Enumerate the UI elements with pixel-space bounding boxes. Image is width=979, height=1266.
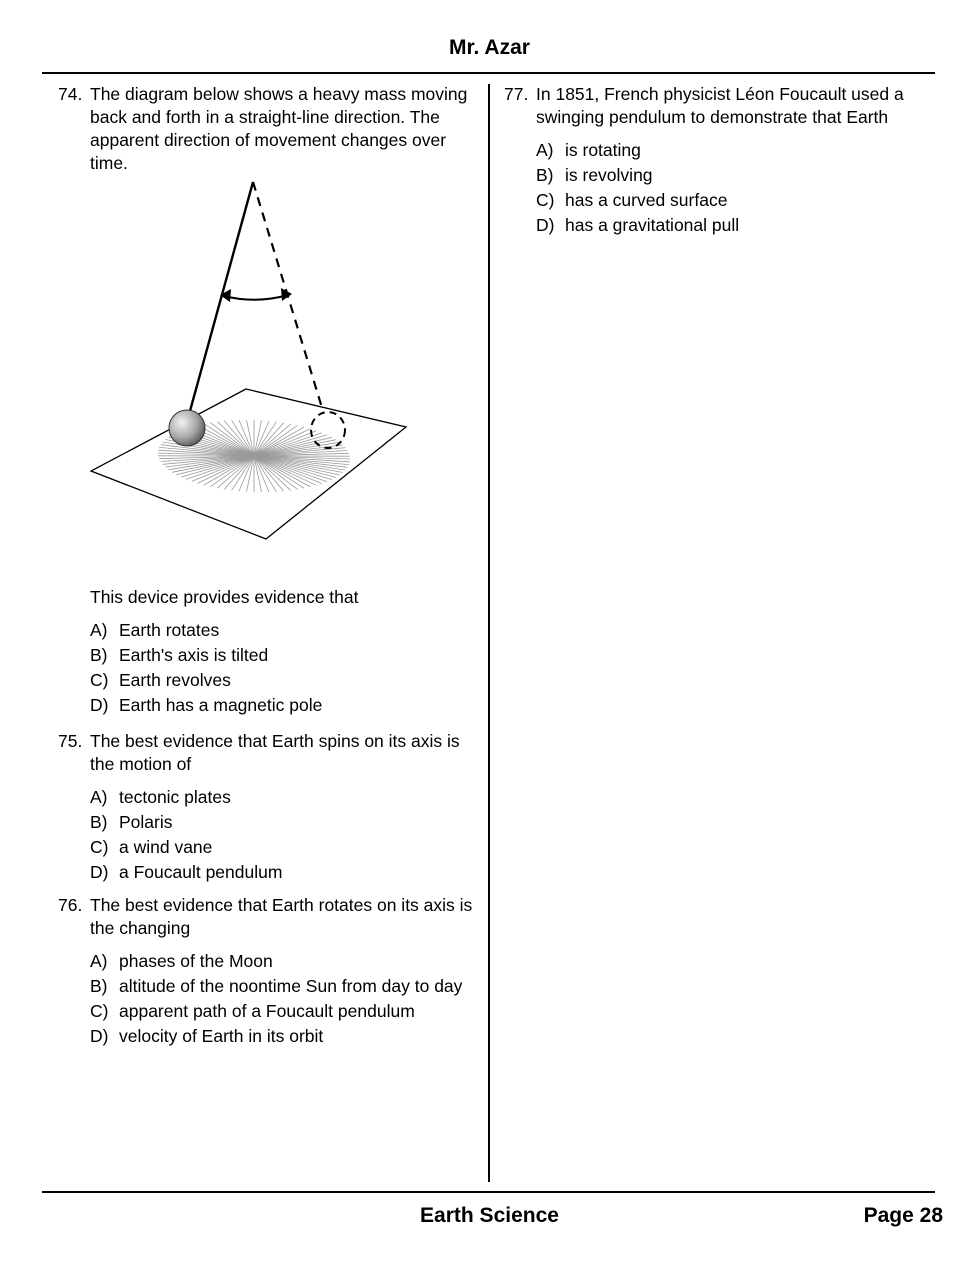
choice-d[interactable] xyxy=(90,1025,482,1048)
choice-text: has a curved surface xyxy=(565,190,728,210)
choice-text: Polaris xyxy=(119,812,173,832)
question-text: The best evidence that Earth spins on its axis is the motion of xyxy=(90,731,460,774)
choice-letter: D) xyxy=(90,862,109,882)
swing-arrow xyxy=(224,295,288,300)
choice-text: Earth's axis is tilted xyxy=(119,645,269,665)
choice-text: tectonic plates xyxy=(119,787,231,807)
choice-letter: D) xyxy=(90,1026,109,1046)
choice-letter: A) xyxy=(90,620,108,640)
choice-d[interactable] xyxy=(90,694,482,717)
choice-letter: C) xyxy=(90,670,109,690)
choice-text: Earth has a magnetic pole xyxy=(119,695,323,715)
question-number: 75. xyxy=(58,731,83,751)
footer-divider xyxy=(42,1191,935,1193)
choice-text: a Foucault pendulum xyxy=(119,862,283,882)
question-number: 74. xyxy=(58,84,83,104)
choice-letter: A) xyxy=(90,951,108,971)
question-number: 77. xyxy=(504,84,529,104)
choice-a[interactable] xyxy=(536,139,928,162)
choice-list xyxy=(90,950,482,1048)
choice-c[interactable] xyxy=(90,836,482,859)
choice-d[interactable] xyxy=(90,861,482,884)
choice-text: phases of the Moon xyxy=(119,951,273,971)
choice-letter: B) xyxy=(90,976,108,996)
foucault-pendulum-diagram xyxy=(88,178,410,543)
choice-text: is revolving xyxy=(565,165,653,185)
choice-a[interactable] xyxy=(90,950,482,973)
choice-c[interactable] xyxy=(536,189,928,212)
choice-list xyxy=(90,786,482,884)
choice-b[interactable] xyxy=(90,644,482,667)
pendulum-bob xyxy=(169,410,205,446)
choice-d[interactable] xyxy=(536,214,928,237)
choice-a[interactable] xyxy=(90,786,482,809)
choice-text: is rotating xyxy=(565,140,641,160)
choice-text: Earth revolves xyxy=(119,670,231,690)
question-text: The diagram below shows a heavy mass moving back and forth in a straight-line direction. The apparent direction of movement changes over time. xyxy=(90,84,468,173)
choice-letter: B) xyxy=(90,645,108,665)
choice-b[interactable] xyxy=(536,164,928,187)
pendulum-string xyxy=(190,182,253,411)
choice-b[interactable] xyxy=(90,975,482,998)
choice-text: velocity of Earth in its orbit xyxy=(119,1026,324,1046)
choice-text: a wind vane xyxy=(119,837,213,857)
choice-list xyxy=(536,139,928,237)
question-76 xyxy=(58,894,482,1050)
choice-letter: D) xyxy=(536,215,555,235)
header-divider xyxy=(42,72,935,74)
choice-c[interactable] xyxy=(90,669,482,692)
choice-letter: A) xyxy=(536,140,554,160)
choice-letter: C) xyxy=(90,1001,109,1021)
question-number: 76. xyxy=(58,895,83,915)
page-title: Mr. Azar xyxy=(449,36,530,59)
question-77 xyxy=(504,83,928,239)
choice-letter: A) xyxy=(90,787,108,807)
choice-letter: B) xyxy=(90,812,108,832)
column-divider xyxy=(488,84,490,1182)
choice-list xyxy=(90,619,482,717)
choice-letter: C) xyxy=(90,837,109,857)
choice-a[interactable] xyxy=(90,619,482,642)
choice-text: Earth rotates xyxy=(119,620,220,640)
choice-c[interactable] xyxy=(90,1000,482,1023)
question-75 xyxy=(58,730,482,886)
choice-text: altitude of the noontime Sun from day to day xyxy=(119,976,463,996)
choice-letter: D) xyxy=(90,695,109,715)
question-text: The best evidence that Earth rotates on its axis is the changing xyxy=(90,895,473,938)
choice-text: has a gravitational pull xyxy=(565,215,740,235)
choice-letter: B) xyxy=(536,165,554,185)
choice-text: apparent path of a Foucault pendulum xyxy=(119,1001,415,1021)
choice-letter: C) xyxy=(536,190,555,210)
choice-b[interactable] xyxy=(90,811,482,834)
question-text: In 1851, French physicist Léon Foucault used a swinging pendulum to demonstrate that Earth xyxy=(536,84,904,127)
page-number: Page 28 xyxy=(863,1204,943,1227)
question-prompt: This device provides evidence that xyxy=(90,587,359,607)
footer-subject: Earth Science xyxy=(420,1204,559,1227)
